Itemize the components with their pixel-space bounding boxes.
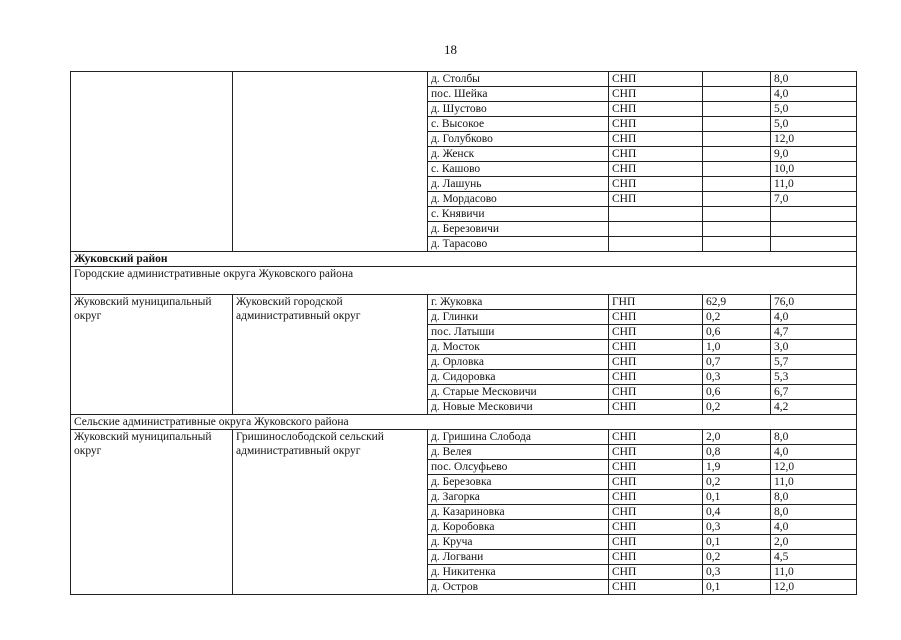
- settlement-type-cell: СНП: [609, 355, 703, 370]
- distance-center-cell: 0,8: [703, 445, 771, 460]
- settlement-type-cell: СНП: [609, 370, 703, 385]
- municipal-district-cell: Жуковский муниципальный округ: [71, 430, 233, 595]
- table-row: [71, 295, 857, 310]
- settlement-name-cell: д. Коробовка: [428, 520, 609, 535]
- settlement-type-cell: СНП: [609, 102, 703, 117]
- distance-district-cell: 4,0: [771, 520, 857, 535]
- settlement-name-cell: д. Орловка: [428, 355, 609, 370]
- settlement-name-cell: д. Березовичи: [428, 222, 609, 237]
- settlement-type-cell: СНП: [609, 565, 703, 580]
- distance-district-cell: 11,0: [771, 177, 857, 192]
- distance-district-cell: 5,0: [771, 102, 857, 117]
- district-header-row: [71, 252, 857, 267]
- distance-center-cell: 0,6: [703, 325, 771, 340]
- distance-center-cell: 0,3: [703, 520, 771, 535]
- settlement-type-cell: [609, 207, 703, 222]
- admin-district-cell: Жуковский городской административный округ: [233, 295, 428, 415]
- distance-district-cell: 9,0: [771, 147, 857, 162]
- distance-district-cell: 5,3: [771, 370, 857, 385]
- distance-district-cell: [771, 237, 857, 252]
- distance-district-cell: 12,0: [771, 580, 857, 595]
- settlement-name-cell: д. Загорка: [428, 490, 609, 505]
- settlement-name-cell: д. Глинки: [428, 310, 609, 325]
- distance-center-cell: [703, 162, 771, 177]
- section-header-row: [71, 267, 857, 295]
- municipal-district-cell: Жуковский муниципальный округ: [71, 295, 233, 415]
- distance-district-cell: 11,0: [771, 565, 857, 580]
- admin-district-cell: Гришинослободской сельский административный округ: [233, 430, 428, 595]
- distance-center-cell: [703, 87, 771, 102]
- distance-center-cell: [703, 177, 771, 192]
- distance-district-cell: 6,7: [771, 385, 857, 400]
- settlement-type-cell: СНП: [609, 460, 703, 475]
- settlement-type-cell: СНП: [609, 325, 703, 340]
- settlement-type-cell: ГНП: [609, 295, 703, 310]
- settlement-type-cell: СНП: [609, 147, 703, 162]
- distance-district-cell: [771, 222, 857, 237]
- settlement-name-cell: с. Княвичи: [428, 207, 609, 222]
- distance-district-cell: 7,0: [771, 192, 857, 207]
- distance-center-cell: 0,2: [703, 400, 771, 415]
- distance-district-cell: 8,0: [771, 72, 857, 87]
- settlement-type-cell: СНП: [609, 505, 703, 520]
- distance-center-cell: 0,6: [703, 385, 771, 400]
- distance-district-cell: 4,0: [771, 445, 857, 460]
- settlement-type-cell: СНП: [609, 87, 703, 102]
- settlement-type-cell: СНП: [609, 475, 703, 490]
- distance-center-cell: 0,3: [703, 370, 771, 385]
- distance-center-cell: 0,1: [703, 580, 771, 595]
- distance-district-cell: 4,7: [771, 325, 857, 340]
- distance-center-cell: 0,3: [703, 565, 771, 580]
- settlement-type-cell: [609, 237, 703, 252]
- distance-district-cell: 8,0: [771, 430, 857, 445]
- distance-center-cell: 0,2: [703, 310, 771, 325]
- distance-center-cell: [703, 237, 771, 252]
- settlement-name-cell: д. Женск: [428, 147, 609, 162]
- distance-district-cell: 8,0: [771, 490, 857, 505]
- settlement-type-cell: СНП: [609, 580, 703, 595]
- settlement-name-cell: с. Высокое: [428, 117, 609, 132]
- distance-district-cell: 8,0: [771, 505, 857, 520]
- distance-center-cell: [703, 147, 771, 162]
- distance-center-cell: 0,4: [703, 505, 771, 520]
- distance-center-cell: 0,2: [703, 475, 771, 490]
- settlement-name-cell: д. Велея: [428, 445, 609, 460]
- settlement-name-cell: д. Мордасово: [428, 192, 609, 207]
- admin-district-cell: [233, 72, 428, 252]
- settlement-name-cell: г. Жуковка: [428, 295, 609, 310]
- distance-district-cell: 76,0: [771, 295, 857, 310]
- distance-district-cell: 4,5: [771, 550, 857, 565]
- rural-section-title: Сельские административные округа Жуковского района: [71, 415, 857, 430]
- distance-district-cell: 4,0: [771, 310, 857, 325]
- distance-center-cell: 1,0: [703, 340, 771, 355]
- distance-district-cell: 10,0: [771, 162, 857, 177]
- distance-center-cell: 0,7: [703, 355, 771, 370]
- settlement-name-cell: д. Голубково: [428, 132, 609, 147]
- distance-center-cell: 1,9: [703, 460, 771, 475]
- distance-district-cell: 4,0: [771, 87, 857, 102]
- settlement-type-cell: СНП: [609, 520, 703, 535]
- settlement-type-cell: СНП: [609, 162, 703, 177]
- settlements-table: [70, 71, 857, 595]
- settlement-type-cell: СНП: [609, 72, 703, 87]
- distance-center-cell: [703, 192, 771, 207]
- distance-center-cell: 2,0: [703, 430, 771, 445]
- settlement-type-cell: СНП: [609, 310, 703, 325]
- settlement-type-cell: СНП: [609, 400, 703, 415]
- settlement-name-cell: д. Лашунь: [428, 177, 609, 192]
- table-row: [71, 430, 857, 445]
- distance-district-cell: [771, 207, 857, 222]
- settlement-name-cell: д. Сидоровка: [428, 370, 609, 385]
- settlement-name-cell: д. Остров: [428, 580, 609, 595]
- settlement-name-cell: д. Шустово: [428, 102, 609, 117]
- municipal-district-cell: [71, 72, 233, 252]
- settlement-type-cell: СНП: [609, 385, 703, 400]
- distance-district-cell: 2,0: [771, 535, 857, 550]
- distance-district-cell: 5,7: [771, 355, 857, 370]
- settlement-type-cell: СНП: [609, 340, 703, 355]
- distance-center-cell: 0,1: [703, 535, 771, 550]
- distance-center-cell: [703, 117, 771, 132]
- distance-center-cell: [703, 207, 771, 222]
- settlement-name-cell: д. Новые Месковичи: [428, 400, 609, 415]
- page-number: 18: [444, 42, 457, 57]
- distance-district-cell: 11,0: [771, 475, 857, 490]
- settlement-type-cell: СНП: [609, 177, 703, 192]
- settlement-name-cell: д. Никитенка: [428, 565, 609, 580]
- distance-district-cell: 5,0: [771, 117, 857, 132]
- distance-center-cell: 0,1: [703, 490, 771, 505]
- settlement-name-cell: пос. Латыши: [428, 325, 609, 340]
- settlement-type-cell: СНП: [609, 132, 703, 147]
- settlement-type-cell: СНП: [609, 535, 703, 550]
- distance-center-cell: [703, 222, 771, 237]
- settlement-type-cell: СНП: [609, 192, 703, 207]
- district-title: Жуковский район: [71, 252, 857, 267]
- settlement-type-cell: СНП: [609, 445, 703, 460]
- distance-district-cell: 4,2: [771, 400, 857, 415]
- settlement-name-cell: д. Столбы: [428, 72, 609, 87]
- settlement-type-cell: СНП: [609, 550, 703, 565]
- settlement-name-cell: д. Логвани: [428, 550, 609, 565]
- settlement-type-cell: СНП: [609, 490, 703, 505]
- settlement-name-cell: д. Старые Месковичи: [428, 385, 609, 400]
- urban-section-title: Городские административные округа Жуковского района: [71, 267, 857, 295]
- settlement-type-cell: СНП: [609, 430, 703, 445]
- settlement-type-cell: [609, 222, 703, 237]
- table-row: [71, 72, 857, 87]
- section-header-row: [71, 415, 857, 430]
- distance-center-cell: [703, 72, 771, 87]
- distance-center-cell: [703, 102, 771, 117]
- distance-district-cell: 12,0: [771, 132, 857, 147]
- settlement-name-cell: с. Кашово: [428, 162, 609, 177]
- settlement-type-cell: СНП: [609, 117, 703, 132]
- distance-district-cell: 3,0: [771, 340, 857, 355]
- settlement-name-cell: д. Березовка: [428, 475, 609, 490]
- settlement-name-cell: д. Тарасово: [428, 237, 609, 252]
- settlement-name-cell: пос. Шейка: [428, 87, 609, 102]
- distance-center-cell: 62,9: [703, 295, 771, 310]
- distance-district-cell: 12,0: [771, 460, 857, 475]
- settlement-name-cell: д. Круча: [428, 535, 609, 550]
- settlement-name-cell: пос. Олсуфьево: [428, 460, 609, 475]
- distance-center-cell: [703, 132, 771, 147]
- settlement-name-cell: д. Казариновка: [428, 505, 609, 520]
- distance-center-cell: 0,2: [703, 550, 771, 565]
- settlement-name-cell: д. Мосток: [428, 340, 609, 355]
- settlement-name-cell: д. Гришина Слобода: [428, 430, 609, 445]
